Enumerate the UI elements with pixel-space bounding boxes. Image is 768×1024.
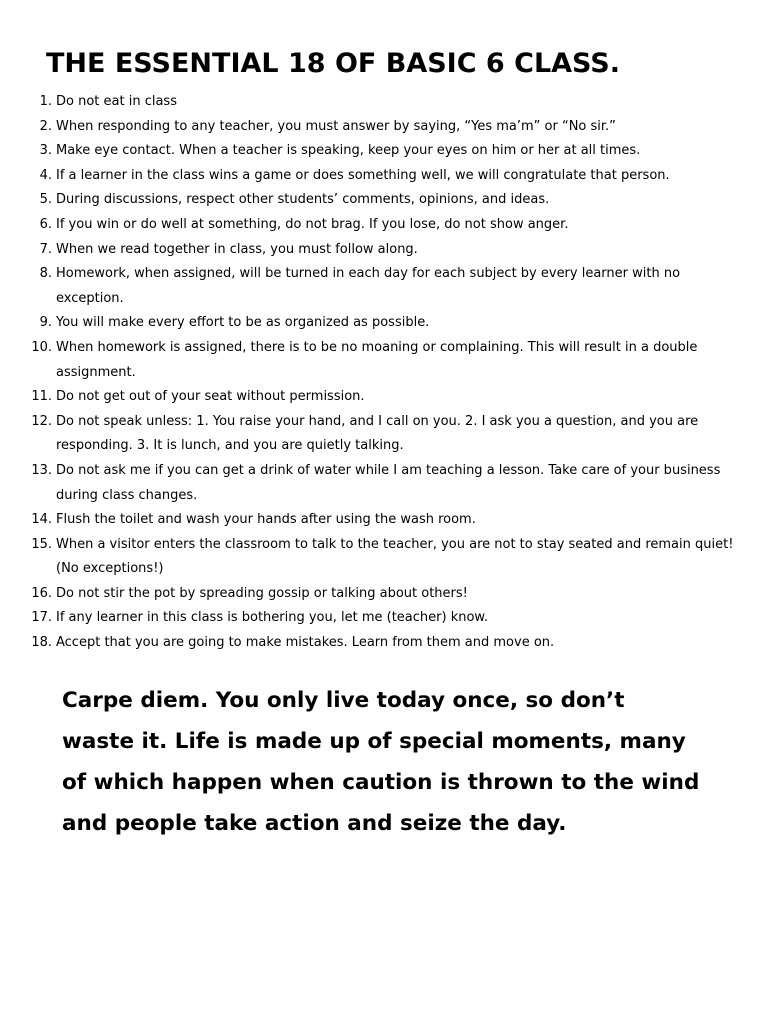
rule-number: 14 . — [0, 508, 56, 533]
rule-text: You will make every effort to be as organized as possible. — [56, 315, 430, 331]
rule-number: 5 . — [0, 188, 56, 213]
rule-number: 3 . — [0, 139, 56, 164]
rule-item — [0, 582, 740, 607]
rule-number: 1 . — [0, 90, 56, 115]
rule-number: 15 . — [0, 533, 56, 558]
rule-text: Do not get out of your seat without permission. — [56, 389, 365, 405]
rule-text: Accept that you are going to make mistakes. Learn from them and move on. — [56, 635, 555, 651]
rule-number: 7 . — [0, 238, 56, 263]
rule-text: When we read together in class, you must follow along. — [56, 241, 418, 257]
rule-item — [0, 410, 740, 459]
rule-item — [0, 508, 740, 533]
rule-number: 10 . — [0, 336, 56, 361]
rule-text: During discussions, respect other students’ comments, opinions, and ideas. — [56, 192, 550, 208]
rule-text: Do not ask me if you can get a drink of water while I am teaching a lesson. Take care of your business during class changes. — [56, 462, 721, 503]
rule-number: 2 . — [0, 115, 56, 140]
rule-number: 12 . — [0, 410, 56, 435]
rule-item — [0, 459, 740, 508]
rule-item — [0, 115, 740, 140]
rule-text: Do not eat in class — [56, 94, 177, 109]
rule-item — [0, 533, 740, 582]
rule-number: 4 . — [0, 164, 56, 189]
carpe-diem-quote: Carpe diem. You only live today once, so don’t waste it. Life is made up of special moments, many of which happen when caution is thrown to the wind and people take action and seize the day. — [62, 688, 700, 836]
rule-text: When a visitor enters the classroom to talk to the teacher, you are not to stay seated and remain quiet! (No exceptions!) — [56, 536, 734, 577]
rule-text: When homework is assigned, there is to be no moaning or complaining. This will result in a double assignment. — [56, 339, 698, 380]
rule-text: If any learner in this class is bothering you, let me (teacher) know. — [56, 610, 489, 626]
rule-text: Do not speak unless: 1. You raise your hand, and I call on you. 2. I ask you a question, and you are responding. 3. It is lunch, and you are quietly talking. — [56, 413, 699, 454]
rule-number: 16 . — [0, 582, 56, 607]
rule-item — [0, 90, 740, 115]
rule-text: Make eye contact. When a teacher is speaking, keep your eyes on him or her at all times. — [56, 143, 641, 159]
rule-number: 13 . — [0, 459, 56, 484]
rule-number: 9 . — [0, 311, 56, 336]
rule-text: If you win or do well at something, do not brag. If you lose, do not show anger. — [56, 216, 569, 232]
rule-number: 6 . — [0, 213, 56, 238]
rule-item — [0, 336, 740, 385]
rule-text: If a learner in the class wins a game or does something well, we will congratulate that person. — [56, 167, 670, 183]
rule-text: Flush the toilet and wash your hands after using the wash room. — [56, 512, 476, 528]
rule-text: When responding to any teacher, you must answer by saying, “Yes ma’m” or “No sir.” — [56, 118, 616, 134]
rule-text: Do not stir the pot by spreading gossip or talking about others! — [56, 585, 468, 601]
rule-item — [0, 385, 740, 410]
rule-text: Homework, when assigned, will be turned in each day for each subject by every learner with no exception. — [56, 266, 681, 306]
rule-item — [0, 238, 740, 263]
rule-item — [0, 139, 740, 164]
rule-item — [0, 631, 740, 656]
rule-item — [0, 262, 740, 311]
page-title: THE ESSENTIAL 18 OF BASIC 6 CLASS. — [46, 48, 620, 79]
rule-item — [0, 606, 740, 631]
rules-list — [0, 90, 740, 656]
rule-number: 8 . — [0, 262, 56, 287]
rule-item — [0, 164, 740, 189]
rule-number: 11 . — [0, 385, 56, 410]
rule-number: 17 . — [0, 606, 56, 631]
rule-item — [0, 213, 740, 238]
rule-number: 18 . — [0, 631, 56, 656]
rule-item — [0, 188, 740, 213]
rule-item — [0, 311, 740, 336]
